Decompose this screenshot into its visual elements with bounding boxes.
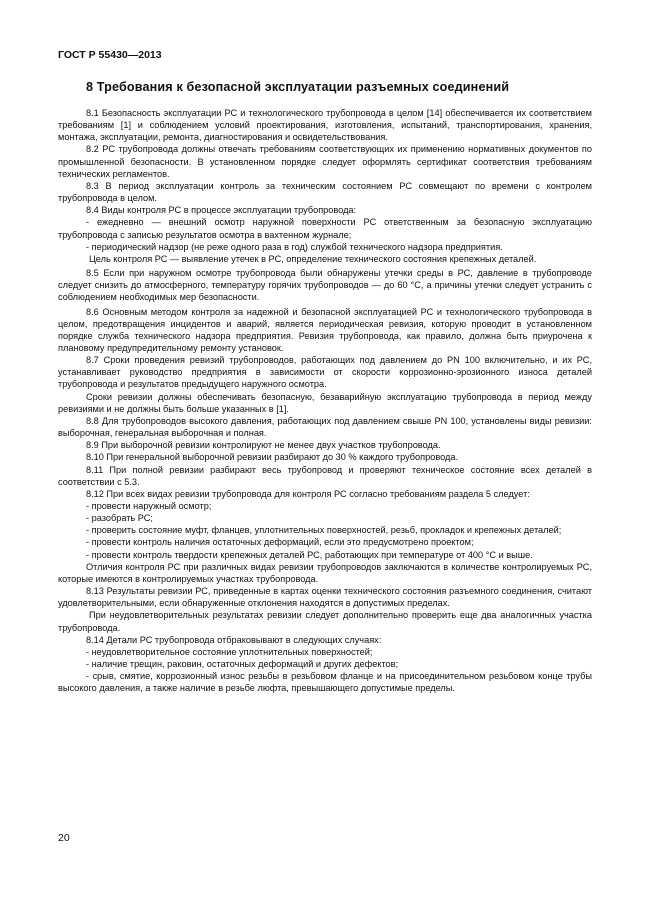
paragraph-revision-differences: Отличия контроля РС при различных видах ревизии трубопроводов заключаются в количестве контролируемых РС, которые имеются в контролируемых участках трубопровода. [58,561,592,584]
paragraph-8-14: 8.14 Детали РС трубопровода отбраковывают в следующих случаях: [86,634,382,645]
list-item: - провести контроль твердости крепежных деталей РС, работающих при температуре от 400 °С и выше. [86,549,533,560]
document-header: ГОСТ Р 55430—2013 [58,49,162,61]
paragraph-control-purpose: Цель контроля РС — выявление утечек в РС, определение технического состояния крепежных деталей. [89,253,537,264]
section-title: 8 Требования к безопасной эксплуатации разъемных соединений [86,80,510,94]
paragraph-8-8: 8.8 Для трубопроводов высокого давления, работающих под давлением свыше PN 100, установлены виды ревизии: выборочная, генеральная выборочная и полная. [58,415,592,439]
paragraph-revision-terms: Сроки ревизии должны обеспечивать безопасную, безаварийную эксплуатацию трубопровода в период между ревизиями и не должны быть больше указанных в [1]. [58,391,592,414]
paragraph-8-12: 8.12 При всех видах ревизии трубопровода для контроля РС согласно требованиям раздела 5 следует: [86,488,530,499]
list-item: - разобрать РС; [86,513,153,524]
paragraph-8-1: 8.1 Безопасность эксплуатации РС и технологического трубопровода в целом [14] обеспечивается их соответствием требованиям [1] и соблюдением условий проектирования, изготовления, испытаний, транспортирования, хранения, монтажа, эксплуатации, ремонта, диагностирования и освидетельствования. [58,108,592,143]
paragraph-8-5: 8.5 Если при наружном осмотре трубопровода были обнаружены утечки среды в РС, давление в трубопроводе следует снизить до атмосферного, температуру горячих трубопроводов — до 60 °С, а причины утечки следует устранить с соблюдением необходимых мер безопасности. [58,268,592,303]
page-number: 20 [58,832,70,844]
list-item: - неудовлетворительное состояние уплотнительных поверхностей; [86,646,373,657]
section-body [58,107,592,695]
paragraph-8-9: 8.9 При выборочной ревизии контролируют не менее двух участков трубопровода. [86,440,441,451]
list-item: - провести наружный осмотр; [86,501,212,511]
list-item: - ежедневно — внешний осмотр наружной поверхности РС ответственным за безопасную эксплуатацию трубопровода с записью результатов осмотра в вахтенном журнале; [58,217,592,240]
paragraph-unsatisfactory-results: При неудовлетворительных результатах ревизии следует дополнительно проверить еще два аналогичных участка трубопровода. [58,610,592,633]
paragraph-8-6: 8.6 Основным методом контроля за надежной и безопасной эксплуатацией РС и технологического трубопровода в целом, предотвращения инцидентов и аварий, является периодическая ревизия, которую проводит в установленном порядке служба технического надзора предприятия. Ревизия трубопровода, как правило, должна быть приурочена к плановому предупредительному ремонту установок. [58,306,592,353]
paragraph-8-2: 8.2 РС трубопровода должны отвечать требованиям соответствующих их применению нормативных документов по промышленной безопасности. В установленном порядке следует оформлять сертификат соответствия требованиям технических регламентов. [58,144,592,179]
list-item: - периодический надзор (не реже одного раза в год) службой технического надзора предприятия. [86,241,503,252]
list-item: - наличие трещин, раковин, остаточных деформаций и других дефектов; [86,659,399,670]
paragraph-8-3: 8.3 В период эксплуатации контроль за техническим состоянием РС совмещают по времени с контролем трубопровода в целом. [58,180,592,204]
list-item: - срыв, смятие, коррозионный износ резьбы в резьбовом фланце и на присоединительном резьбовом конце трубы высокого давления, а также наличие в резьбе люфта, превышающего допустимые пределы. [58,671,592,694]
paragraph-8-10: 8.10 При генеральной выборочной ревизии разбирают до 30 % каждого трубопровода. [86,452,459,463]
paragraph-8-4: 8.4 Виды контроля РС в процессе эксплуатации трубопровода: [86,205,357,216]
paragraph-8-7: 8.7 Сроки проведения ревизий трубопроводов, работающих под давлением до PN 100 включительно, и их РС, устанавливает руководство предприятия в зависимости от скорости коррозионно-эрозионного износа деталей трубопровода и результатов предыдущего наружного осмотра. [58,355,592,390]
list-item: - провести контроль наличия остаточных деформаций, если это предусмотрено проектом; [86,537,474,548]
paragraph-8-11: 8.11 При полной ревизии разбирают весь трубопровод и проверяют техническое состояние всех деталей в соответствии с 5.3. [58,464,592,487]
list-item: - проверить состояние муфт, фланцев, уплотнительных поверхностей, резьб, прокладок и крепежных деталей; [86,525,562,536]
paragraph-8-13: 8.13 Результаты ревизии РС, приведенные в картах оценки технического состояния разъемного соединения, считают удовлетворительными, если обнаруженные отклонения находятся в допустимых пределах. [58,586,592,609]
